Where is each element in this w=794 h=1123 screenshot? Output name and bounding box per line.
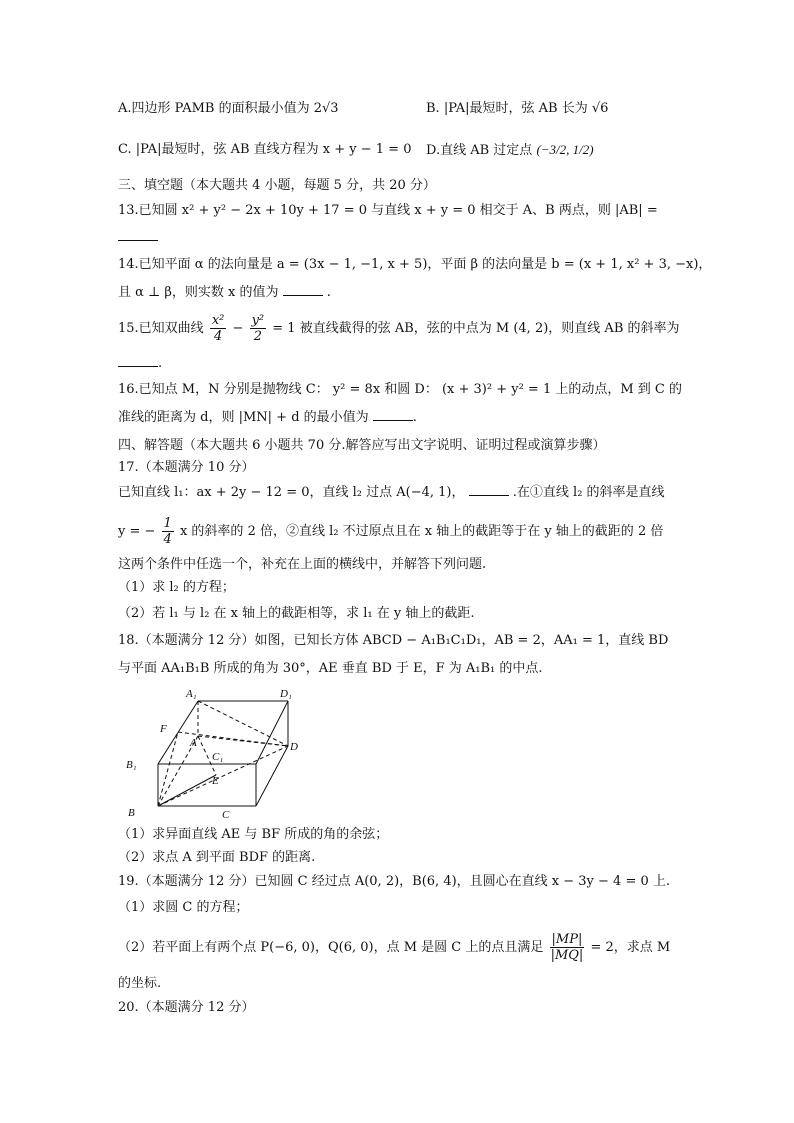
cuboid-figure [118, 684, 318, 822]
label-a1: A₁ [186, 688, 197, 700]
question-19-part-1 [118, 898, 248, 918]
question-18-part-1-text: （1）求异面直线 AE 与 BF 所成的角的余弦； [118, 827, 389, 842]
option-b [426, 99, 608, 119]
label-b: B [128, 807, 135, 819]
fraction-numerator: |MP| [551, 932, 583, 947]
question-19-part-2-text-3: 的坐标. [118, 976, 162, 991]
question-16-line-2: 准线的距离为 d，则 |MN| + d 的最小值为 . [118, 410, 417, 425]
question-17-heading-text: 17.（本题满分 10 分） [118, 460, 255, 475]
answer-blank [118, 354, 158, 367]
question-18-text-2: 与平面 AA₁B₁B 所成的角为 30°，AE 垂直 BD 于 E，F 为 A₁B₁ 的中点. [118, 661, 543, 676]
question-14-line-1 [118, 255, 711, 275]
option-b-text: B. |PA|最短时，弦 AB 长为 √6 [426, 101, 609, 116]
question-13-blank-line [118, 228, 158, 248]
question-17-text-4: x 的斜率的 2 倍，②直线 l₂ 不过原点且在 x 轴上的截距等于在 y 轴上的截距的 2 倍 [179, 524, 664, 539]
label-c1: C₁ [212, 751, 224, 763]
question-14-text-2: 且 α ⊥ β，则实数 x 的值为 [118, 285, 279, 300]
question-18-part-2 [118, 848, 315, 868]
question-17-part-1-text: （1）求 l₂ 的方程； [118, 580, 235, 595]
question-17-part-1 [118, 578, 235, 598]
question-20-heading-text: 20.（本题满分 12 分） [118, 1000, 255, 1015]
question-19-part-2-text-1: （2）若平面上有两个点 P(−6, 0)，Q(6, 0)，点 M 是圆 C 上的点且满足 [118, 940, 544, 955]
answer-blank [373, 408, 413, 421]
minus-sign: − [232, 321, 244, 336]
question-19-part-2-cont [118, 974, 161, 994]
label-f: F [160, 723, 167, 735]
option-d-point: (−3/2, 1/2) [536, 142, 594, 157]
fraction-1-over-4 [162, 516, 174, 547]
fraction-numerator: 1 [163, 516, 172, 531]
question-15-blank-line: . [118, 354, 162, 374]
fraction-mp-over-mq [550, 932, 585, 963]
question-16-line-1 [118, 380, 682, 400]
answer-blank [283, 283, 323, 296]
option-a-text: A.四边形 PAMB 的面积最小值为 2√3 [118, 101, 339, 116]
fraction-numerator: y² [251, 313, 265, 328]
question-19-part-1-text: （1）求圆 C 的方程； [118, 900, 249, 915]
section-4-heading [118, 436, 605, 456]
question-13-text: 13.已知圆 x² + y² − 2x + 10y + 17 = 0 与直线 x + y = 0 相交于 A、B 两点，则 |AB| = [118, 203, 658, 218]
question-17-text-5: 这两个条件中任选一个，补充在上面的横线中，并解答下列问题. [118, 557, 487, 572]
question-17-part-2 [118, 604, 475, 624]
question-16-text-1: 16.已知点 M，N 分别是抛物线 C： y² = 8x 和圆 D： (x + 3)² + y² = 1 上的动点，M 到 C 的 [118, 382, 683, 397]
question-15 [118, 313, 680, 344]
answer-blank [118, 228, 158, 241]
question-19-part-2 [118, 932, 670, 963]
answer-blank [469, 483, 509, 496]
question-13 [118, 201, 658, 221]
option-a [118, 99, 339, 119]
question-20-heading [118, 998, 254, 1018]
fraction-x2-over-4 [210, 313, 227, 344]
label-d1: D₁ [280, 688, 292, 700]
fraction-y2-over-2 [250, 313, 267, 344]
question-18-line-1 [118, 631, 668, 651]
question-18-line-2 [118, 659, 543, 679]
question-18-part-1 [118, 825, 388, 845]
label-e: E [212, 775, 219, 787]
fraction-denominator: 4 [213, 329, 223, 344]
fraction-denominator: 2 [253, 329, 262, 344]
question-15-text-2: = 1 被直线截得的弦 AB，弦的中点为 M (4, 2)，则直线 AB 的斜率为 [272, 321, 680, 336]
question-19-text-1: 19.（本题满分 12 分）已知圆 C 经过点 A(0, 2)，B(6, 4)，且圆心在直线 x − 3y − 4 = 0 上. [118, 874, 671, 889]
label-c: C [222, 809, 230, 821]
question-14-text-1: 14.已知平面 α 的法向量是 a = (3x − 1, −1, x + 5)，平面 β 的法向量是 b = (x + 1, x² + 3, −x)， [118, 257, 712, 272]
question-17-line-3 [118, 555, 486, 575]
question-18-part-2-text: （2）求点 A 到平面 BDF 的距离. [118, 850, 316, 865]
section-4-heading-text: 四、解答题（本大题共 6 小题共 70 分.解答应写出文字说明、证明过程或演算步骤） [118, 438, 606, 453]
label-b1: B₁ [126, 759, 137, 771]
question-17-text-1: 已知直线 l₁：ax + 2y − 12 = 0，直线 l₂ 过点 A(−4, 1)， [118, 485, 465, 500]
question-17-part-2-text: （2）若 l₁ 与 l₂ 在 x 轴上的截距相等，求 l₁ 在 y 轴上的截距. [118, 606, 475, 621]
option-c [118, 140, 411, 160]
fraction-denominator: 4 [163, 532, 172, 547]
question-17-text-2: .在①直线 l₂ 的斜率是直线 [512, 485, 665, 500]
question-16-text-2: 准线的距离为 d，则 |MN| + d 的最小值为 [118, 410, 369, 425]
label-d: D [290, 741, 298, 753]
section-3-heading [118, 176, 436, 196]
label-a: A [190, 737, 197, 749]
question-17-text-3: y = − [118, 524, 156, 539]
question-18-text-1: 18.（本题满分 12 分）如图，已知长方体 ABCD − A₁B₁C₁D₁，AB = 2，AA₁ = 1，直线 BD [118, 633, 669, 648]
option-c-text: C. |PA|最短时，弦 AB 直线方程为 x + y − 1 = 0 [118, 142, 412, 157]
question-15-text-1: 15.已知双曲线 [118, 321, 204, 336]
question-19-line-1 [118, 872, 670, 892]
question-14-line-2: 且 α ⊥ β，则实数 x 的值为 . [118, 285, 331, 300]
option-d-text: D.直线 AB 过定点 [426, 143, 533, 158]
fraction-denominator: |MQ| [550, 948, 584, 963]
option-d [426, 140, 594, 161]
fraction-numerator: x² [211, 313, 225, 328]
question-17-heading [118, 458, 254, 478]
question-19-part-2-text-2: = 2，求点 M [590, 940, 671, 955]
question-17-line-2 [118, 516, 663, 547]
question-17-line-1 [118, 483, 665, 503]
section-3-heading-text: 三、填空题（本大题共 4 小题，每题 5 分，共 20 分） [118, 178, 436, 193]
